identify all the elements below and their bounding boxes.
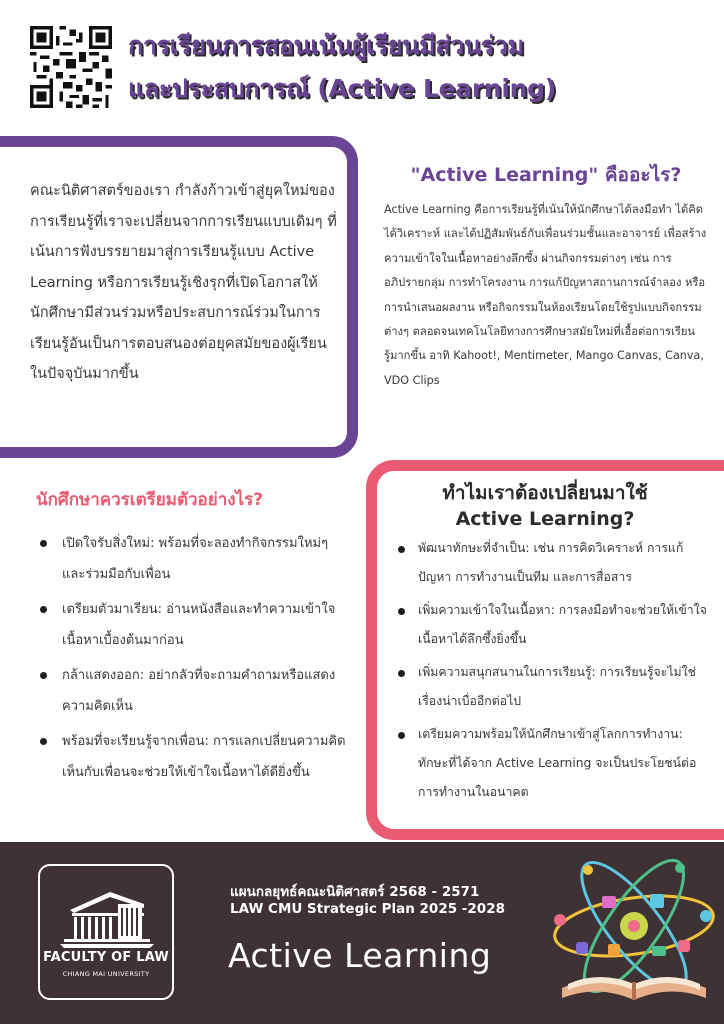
why-item: เตรียมความพร้อมให้นักศึกษาเข้าสู่โลกการทำงาน: ทักษะที่ได้จาก Active Learning จะเป็นประโยชน์ต่อการทำงานในอนาคต [394,720,714,807]
logo-main-text: FACULTY OF LAW [43,950,169,965]
prep-item: เตรียมตัวมาเรียน: อ่านหนังสือและทำความเข้าใจเนื้อหาเบื้องต้นมาก่อน [36,594,346,656]
faculty-building-icon [60,882,154,948]
atom-book-illustration [548,856,720,1012]
why-item: เพิ่มความสนุกสนานในการเรียนรู้: การเรียนรู้จะไม่ใช่เรื่องน่าเบื่ออีกต่อไป [394,658,714,716]
what-is-paragraph: Active Learning คือการเรียนรู้ที่เน้นให้นักศึกษาได้ลงมือทำ ได้คิด ได้วิเคราะห์ และได้ปฏิสัมพันธ์กับเพื่อนร่วมชั้นและอาจารย์ เพื่อสร้างความเข้าใจในเนื้อหาอย่างลึกซึ้ง ผ่านกิจกรรมต่างๆ เช่น การอภิปรายกลุ่ม การทำโครงงาน การแก้ปัญหาสถานการณ์จำลอง หรือการนำเสนอผลงาน หรือกิจกรรมในห้องเรียนโดยใช้รูปแบบกิจกรรมต่างๆ ตลอดจนเทคโนโลยีทางการศึกษาสมัยใหม่ที่เอื้อต่อการเรียนรู้มากขึ้น อาทิ Kahoot!, Mentimeter, Mango Canvas, Canva, VDO Clips [384,203,707,387]
prep-item: พร้อมที่จะเรียนรู้จากเพื่อน: การแลกเปลี่ยนความคิดเห็นกับเพื่อนจะช่วยให้เข้าใจเนื้อหาได้ดียิ่งขึ้น [36,726,346,788]
why-heading [390,480,700,532]
prep-list [36,528,346,792]
page-title [128,24,718,110]
qr-code-icon[interactable] [30,26,112,108]
prep-item: กล้าแสดงออก: อย่ากลัวที่จะถามคำถามหรือแสดงความคิดเห็น [36,660,346,722]
why-heading-line-1: ทำไมเราต้องเปลี่ยนมาใช้ [442,482,648,504]
what-is-heading: "Active Learning" คืออะไร? [410,164,682,186]
why-item: เพิ่มความเข้าใจในเนื้อหา: การลงมือทำจะช่วยให้เข้าใจเนื้อหาได้ลึกซึ้งยิ่งขึ้น [394,596,714,654]
why-item: พัฒนาทักษะที่จำเป็น: เช่น การคิดวิเคราะห์ การแก้ปัญหา การทำงานเป็นทีม และการสื่อสาร [394,534,714,592]
prep-item: เปิดใจรับสิ่งใหม่: พร้อมที่จะลองทำกิจกรรมใหม่ๆ และร่วมมือกับเพื่อน [36,528,346,590]
logo-sub-text: CHIANG MAI UNIVERSITY [62,970,150,978]
intro-paragraph: คณะนิติศาสตร์ของเรา กำลังก้าวเข้าสู่ยุคใหม่ของการเรียนรู้ที่เราจะเปลี่ยนจากการเรียนแบบเดิมๆ ที่เน้นการฟังบรรยายมาสู่การเรียนรู้แบบ Active Learning หรือการเรียนรู้เชิงรุกที่เปิดโอกาสให้นักศึกษามีส่วนร่วมหรือประสบการณ์ร่วมในการเรียนรู้อันเป็นการตอบสนองต่อยุคสมัยของผู้เรียนในปัจจุบันมากขึ้น [30,183,337,382]
strategic-plan-english: LAW CMU Strategic Plan 2025 -2028 [230,901,505,917]
why-heading-line-2: Active Learning? [455,508,635,530]
title-line-2: และประสบการณ์ (Active Learning) [128,74,556,103]
title-line-1: การเรียนการสอนเน้นผู้เรียนมีส่วนร่วม [128,31,524,60]
strategic-plan-thai: แผนกลยุทธ์คณะนิติศาสตร์ 2568 - 2571 [230,884,480,900]
footer-title: Active Learning [228,936,492,975]
why-list [394,534,714,811]
prep-heading: นักศึกษาควรเตรียมตัวอย่างไร? [36,490,264,510]
